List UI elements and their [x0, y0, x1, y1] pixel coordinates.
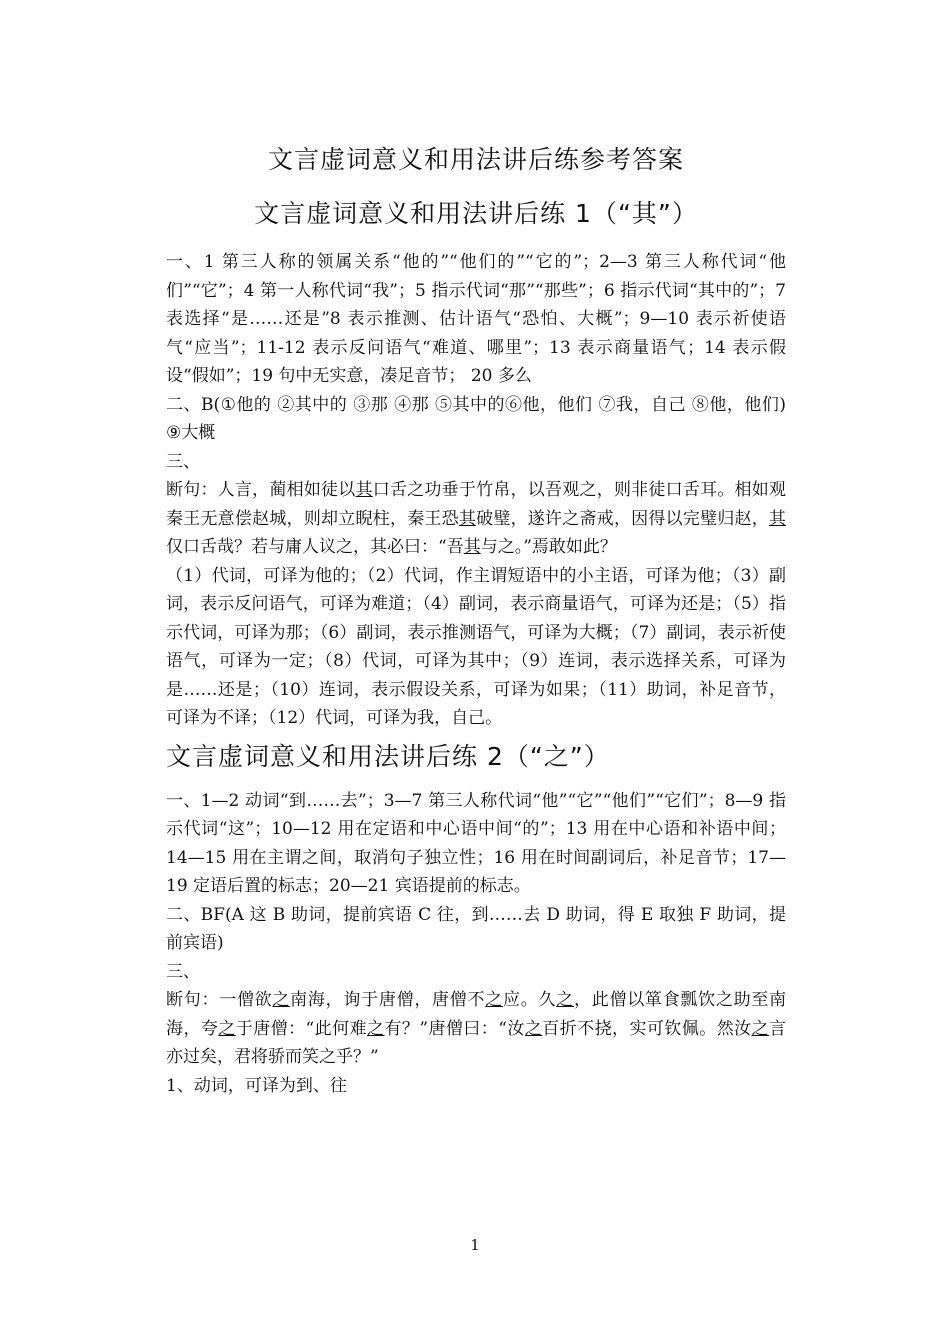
underlined-word: 其: [355, 480, 373, 500]
page-number: 1: [470, 1236, 480, 1254]
section-2-explanation-1: 1、动词，可译为到、往: [166, 1075, 347, 1096]
section-2-answer-3-label: 三、: [166, 961, 200, 982]
passage-text: 应。久: [503, 990, 557, 1010]
section-2-answer-1: 一、1—2 动词“到……去”；3—7 第三人称代词“他”“它”“他们”“它们”；8—9 指示代词“这”；10—12 用在定语和中心语中间“的”；13 用在中心语和补语中间；14—15 用在主谓之间，取消句子独立性；16 用在时间副词后，补足音节；17—19 定语后置的标志；20—21 宾语提前的标志。: [166, 790, 786, 896]
section-2-punctuation-passage: [166, 986, 786, 1072]
section-1-explanations: （1）代词，可译为他的；（2）代词，作主谓短语中的小主语，可译为他；（3）副词，表示反问语气，可译为难道；（4）副词，表示商量语气，可译为还是；（5）指示代词，可译为那；（6）副词，表示推测语气，可译为大概；（7）副词，表示祈使语气，可译为一定；（8）代词，可译为其中；（9）连词，表示选择关系，可译为是……还是；（10）连词，表示假设关系，可译为如果；（11）助词，补足音节，可译为不译；（12）代词，可译为我，自己。: [166, 565, 786, 728]
underlined-word: 之: [272, 990, 291, 1010]
document-body: [166, 130, 786, 1100]
passage-text: 于唐僧：“此何难: [235, 1018, 368, 1039]
document-title: 文言虚词意义和用法讲后练参考答案: [267, 145, 684, 174]
section-1-answer-1: 一、1 第三人称的领属关系“他的”“他们的”“它的”；2—3 第三人称代词“他们”“它”；4 第一人称代词“我”；5 指示代词“那”“那些”；6 指示代词“其中的”；7 表选择“是……还是”8 表示推测、估计语气“恐怕、大概”；9—10 表示祈使语气“应当”；11-12 表示反问语气“难道、哪里”；13 表示商量语气；14 表示假设“假如”；19 句中无实意，凑足音节； 20 多么: [166, 252, 786, 386]
section-2-answer-2: 二、BF(A 这 B 助词，提前宾语 C 往，到……去 D 助词，得 E 取独 F 助词，提前宾语): [166, 904, 786, 953]
section-1-title: 文言虚词意义和用法讲后练 1（“其”）: [254, 199, 698, 228]
underlined-word: 之: [751, 1018, 770, 1039]
underlined-word: 之: [485, 990, 504, 1010]
passage-text: 南海，询于唐僧，唐僧不: [290, 990, 486, 1010]
passage-text: 百折不挠，实可钦佩。然汝: [542, 1018, 752, 1039]
underlined-word: 之: [556, 990, 574, 1010]
passage-text: 破璧，遂许之斋戒，因得以完璧归赵，: [476, 508, 770, 529]
section-2-title: 文言虚词意义和用法讲后练 2（“之”）: [166, 741, 610, 771]
passage-text: 口舌之功垂于竹帛，以吾观之，则非徒口舌耳。相如观秦王无意偿赵城，则却立睨柱，秦王恐: [166, 480, 787, 529]
passage-text: 与之。”焉敢如此？: [480, 537, 617, 557]
passage-text: 有？”唐僧曰：“汝: [384, 1018, 525, 1039]
underlined-word: 之: [524, 1018, 543, 1039]
passage-text: 言亦过矣，君将骄而笑之乎？”: [166, 1018, 787, 1067]
section-1-answer-3-label: 三、: [166, 451, 200, 472]
passage-text: 断句：一僧欲: [166, 990, 273, 1010]
passage-text: ，此僧以箪食瓢饮之助至南海，夸: [166, 990, 787, 1039]
section-1-answer-2: 二、B(①他的 ②其中的 ③那 ④那 ⑤其中的⑥他，他们 ⑦我，自己 ⑧他，他们) ⑨大概: [166, 394, 786, 443]
underlined-word: 其: [458, 508, 477, 529]
passage-text: 仅口舌哉？若与庸人议之，其必曰：“吾: [166, 537, 464, 557]
underlined-word: 其: [463, 537, 481, 557]
underlined-word: 之: [218, 1018, 236, 1039]
passage-text: 断句：人言，蔺相如徒以: [166, 480, 356, 500]
underlined-word: 之: [367, 1018, 385, 1039]
section-1-punctuation-passage: [166, 476, 786, 562]
underlined-word: 其: [769, 508, 787, 529]
